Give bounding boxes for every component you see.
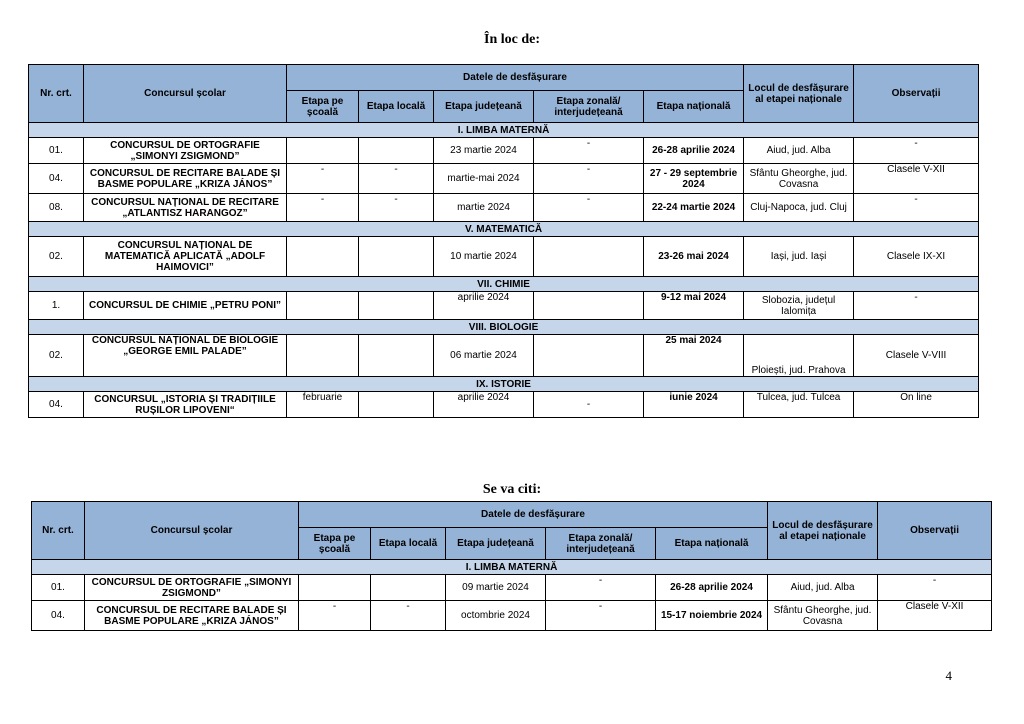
cell-locala: - [359, 194, 434, 222]
cell-name: CONCURSUL DE ORTOGRAFIE „SIMONYI ZSIGMOND” [85, 575, 299, 601]
section-biologie: VIII. BIOLOGIE [29, 320, 979, 335]
cell-name: CONCURSUL DE RECITARE BALADE ȘI BASME POPULARE „KRIZA JÁNOS” [85, 601, 299, 631]
cell-locul: Aiud, jud. Alba [744, 138, 854, 164]
cell-judeteana: aprilie 2024 [434, 292, 534, 320]
table-row [32, 575, 992, 601]
cell-locul: Ploiești, jud. Prahova [744, 335, 854, 377]
cell-nr: 08. [29, 194, 84, 222]
cell-obs: - [854, 138, 979, 164]
cell-nationala: 26-28 aprilie 2024 [644, 138, 744, 164]
cell-locala [359, 138, 434, 164]
cell-nationala: 26-28 aprilie 2024 [656, 575, 768, 601]
cell-obs: On line [854, 392, 979, 418]
cell-name: CONCURSUL DE RECITARE BALADE ȘI BASME POPULARE „KRIZA JÁNOS” [84, 164, 287, 194]
cell-scoala: - [287, 194, 359, 222]
cell-locul: Aiud, jud. Alba [768, 575, 878, 601]
cell-zonala: - [534, 138, 644, 164]
section-limba-materna: I. LIMBA MATERNĂ [29, 123, 979, 138]
cell-locala: - [359, 164, 434, 194]
table-row [29, 138, 979, 164]
col-scoala-header: Etapa pe școală [299, 528, 371, 560]
cell-judeteana: 09 martie 2024 [446, 575, 546, 601]
cell-zonala [534, 292, 644, 320]
cell-nationala: 22-24 martie 2024 [644, 194, 744, 222]
col-scoala-header: Etapa pe școală [287, 91, 359, 123]
cell-locala [359, 237, 434, 277]
cell-locul: Iași, jud. Iași [744, 237, 854, 277]
cell-locul: Sfântu Gheorghe, jud. Covasna [768, 601, 878, 631]
col-zonala-header: Etapa zonală/ interjudețeană [546, 528, 656, 560]
cell-nationala: 15-17 noiembrie 2024 [656, 601, 768, 631]
heading-in-loc-de: În loc de: [484, 32, 540, 47]
col-locala-header: Etapa locală [371, 528, 446, 560]
table-row [29, 335, 979, 377]
cell-zonala: - [534, 164, 644, 194]
col-datele-header: Datele de desfășurare [287, 65, 744, 91]
cell-scoala [299, 575, 371, 601]
cell-scoala [287, 237, 359, 277]
cell-nationala: 27 - 29 septembrie 2024 [644, 164, 744, 194]
col-locul-header: Locul de desfășurare al etapei naționale [744, 65, 854, 123]
heading-se-va-citi: Se va citi: [482, 482, 542, 497]
cell-obs: - [854, 292, 979, 320]
cell-nr: 1. [29, 292, 84, 320]
col-obs-header: Observații [854, 65, 979, 123]
cell-judeteana: martie-mai 2024 [434, 164, 534, 194]
col-obs-header: Observații [878, 502, 992, 560]
cell-nationala: 9-12 mai 2024 [644, 292, 744, 320]
col-nr-header: Nr. crt. [29, 65, 84, 123]
col-datele-header: Datele de desfășurare [299, 502, 768, 528]
table-original [28, 64, 979, 418]
cell-nationala: 25 mai 2024 [644, 335, 744, 377]
col-concurs-header: Concursul școlar [84, 65, 287, 123]
cell-name: CONCURSUL DE CHIMIE „PETRU PONI” [84, 292, 287, 320]
cell-obs: Clasele V-VIII [854, 335, 979, 377]
cell-locala [359, 392, 434, 418]
col-nationala-header: Etapa națională [656, 528, 768, 560]
cell-scoala [287, 292, 359, 320]
section-matematica: V. MATEMATICĂ [29, 222, 979, 237]
cell-judeteana: 23 martie 2024 [434, 138, 534, 164]
cell-name: CONCURSUL NAȚIONAL DE RECITARE „ATLANTISZ HARANGOZ” [84, 194, 287, 222]
cell-judeteana: 10 martie 2024 [434, 237, 534, 277]
page-number: 4 [945, 668, 952, 683]
cell-obs: Clasele V-XII [878, 601, 992, 631]
cell-scoala [287, 138, 359, 164]
section-chimie: VII. CHIMIE [29, 277, 979, 292]
col-nr-header: Nr. crt. [32, 502, 85, 560]
cell-zonala: - [546, 601, 656, 631]
table-row [29, 237, 979, 277]
col-concurs-header: Concursul școlar [85, 502, 299, 560]
cell-locala: - [371, 601, 446, 631]
cell-nationala: iunie 2024 [644, 392, 744, 418]
col-locul-header: Locul de desfășurare al etapei naționale [768, 502, 878, 560]
table-row [29, 292, 979, 320]
cell-locala [371, 575, 446, 601]
cell-name: CONCURSUL „ISTORIA ȘI TRADIȚIILE RUȘILOR LIPOVENI“ [84, 392, 287, 418]
cell-nr: 02. [29, 237, 84, 277]
table-corrected [31, 501, 992, 631]
table-row [29, 392, 979, 418]
cell-scoala [287, 335, 359, 377]
cell-obs: - [878, 575, 992, 601]
cell-judeteana: octombrie 2024 [446, 601, 546, 631]
col-judeteana-header: Etapa județeană [434, 91, 534, 123]
col-zonala-header: Etapa zonală/ interjudețeană [534, 91, 644, 123]
col-nationala-header: Etapa națională [644, 91, 744, 123]
cell-zonala: - [546, 575, 656, 601]
cell-nr: 02. [29, 335, 84, 377]
cell-nr: 01. [32, 575, 85, 601]
col-judeteana-header: Etapa județeană [446, 528, 546, 560]
cell-locul: Sfântu Gheorghe, jud. Covasna [744, 164, 854, 194]
cell-nr: 04. [32, 601, 85, 631]
cell-locul: Slobozia, județul Ialomița [744, 292, 854, 320]
cell-obs: Clasele IX-XI [854, 237, 979, 277]
cell-obs: - [854, 194, 979, 222]
cell-scoala: - [287, 164, 359, 194]
cell-scoala: februarie [287, 392, 359, 418]
cell-judeteana: aprilie 2024 [434, 392, 534, 418]
cell-obs: Clasele V-XII [854, 164, 979, 194]
cell-name: CONCURSUL DE ORTOGRAFIE „SIMONYI ZSIGMOND” [84, 138, 287, 164]
table-row [29, 194, 979, 222]
cell-zonala: - [534, 194, 644, 222]
col-locala-header: Etapa locală [359, 91, 434, 123]
table-row [32, 601, 992, 631]
cell-nr: 04. [29, 164, 84, 194]
cell-zonala [534, 237, 644, 277]
cell-locul: Tulcea, jud. Tulcea [744, 392, 854, 418]
cell-nr: 01. [29, 138, 84, 164]
cell-locala [359, 335, 434, 377]
cell-locul: Cluj-Napoca, jud. Cluj [744, 194, 854, 222]
cell-zonala [534, 335, 644, 377]
cell-name: CONCURSUL NAȚIONAL DE BIOLOGIE „GEORGE EMIL PALADE” [84, 335, 287, 377]
cell-name: CONCURSUL NAȚIONAL DE MATEMATICĂ APLICATĂ „ADOLF HAIMOVICI” [84, 237, 287, 277]
cell-nationala: 23-26 mai 2024 [644, 237, 744, 277]
section-istorie: IX. ISTORIE [29, 377, 979, 392]
cell-nr: 04. [29, 392, 84, 418]
cell-locala [359, 292, 434, 320]
section-limba-materna: I. LIMBA MATERNĂ [32, 560, 992, 575]
cell-judeteana: martie 2024 [434, 194, 534, 222]
cell-zonala: - [534, 392, 644, 418]
table-row [29, 164, 979, 194]
cell-judeteana: 06 martie 2024 [434, 335, 534, 377]
cell-scoala: - [299, 601, 371, 631]
